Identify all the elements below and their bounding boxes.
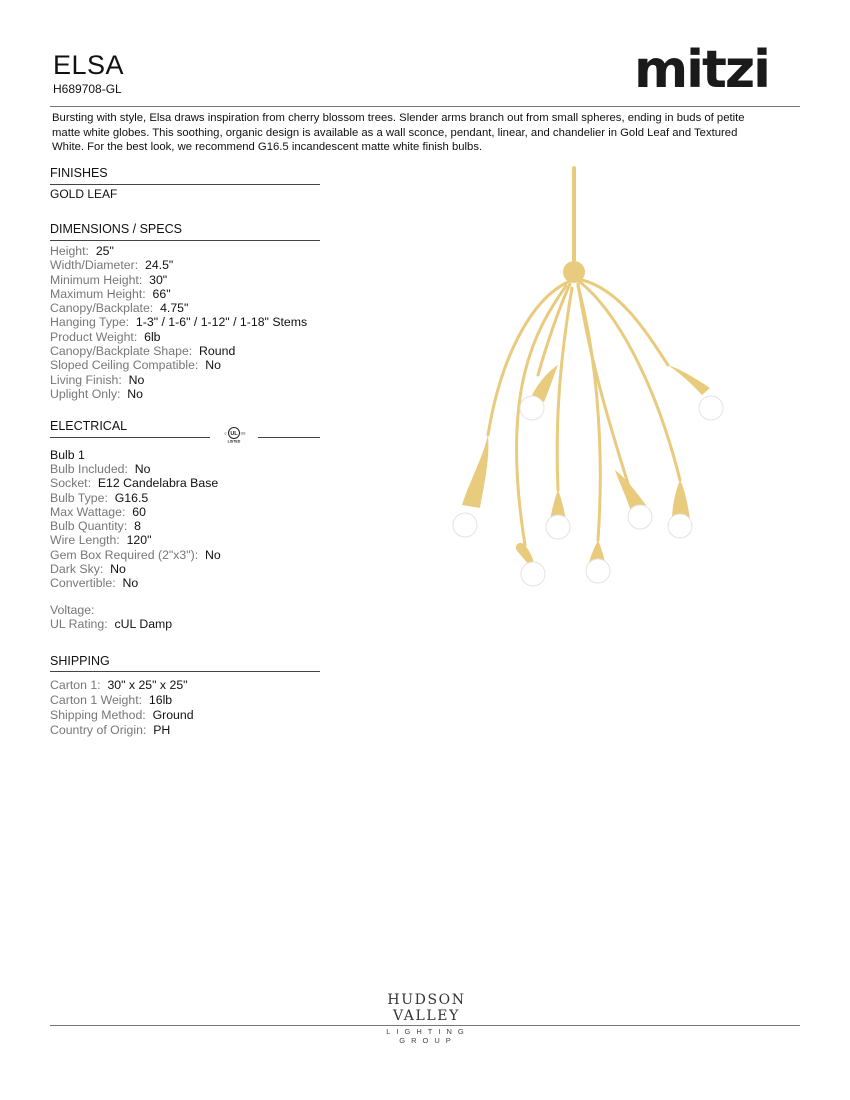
electrical-list [50,462,221,591]
svg-text:c: c [224,430,227,436]
product-image-chandelier [440,160,750,600]
spec-row [50,273,307,287]
finishes-heading: FINISHES [50,166,108,180]
footer-logo [354,992,499,1045]
spec-value: 24.5" [145,258,174,273]
spec-row [50,373,307,387]
spec-row [50,505,221,519]
spec-label: Hanging Type: [50,315,130,330]
spec-row [50,617,172,631]
spec-label: Minimum Height: [50,272,143,287]
spec-label: Bulb Type: [50,490,108,505]
spec-row [50,258,307,272]
spec-label: Voltage: [50,603,95,617]
spec-value: Round [199,344,236,359]
spec-label: Gem Box Required (2"x3"): [50,547,199,562]
spec-label: Socket: [50,476,92,491]
spec-value: 16lb [148,693,173,707]
dimensions-heading: DIMENSIONS / SPECS [50,222,182,236]
spec-value: 25" [95,244,114,258]
fixture-sphere [563,261,585,283]
spec-row [50,344,307,358]
brand-logo: mitzi [634,40,769,100]
description-line: Bursting with style, Elsa draws inspiration from cherry blossom trees. Slender arms branch out from small spheres, ending in buds of petite [52,112,745,124]
spec-label: Bulb Quantity: [50,519,128,534]
spec-row [50,678,194,693]
spec-row [50,287,307,301]
spec-value: cUL Damp [114,617,173,632]
spec-row [50,519,221,533]
spec-row [50,244,307,258]
description-line: matte white globes. This soothing, organic design is available as a wall sconce, pendant, linear, and chandelier in Gold Leaf and Textured [52,126,738,139]
shipping-rule [50,671,320,672]
spec-row [50,330,307,344]
spec-value: G16.5 [114,490,149,505]
electrical-rule-left [50,437,210,438]
spec-row [50,723,194,738]
spec-row [50,301,307,315]
fixture-buds [462,365,710,572]
spec-value: PH [153,723,171,737]
dimensions-list [50,244,307,401]
svg-text:US: US [240,431,246,436]
spec-row [50,476,221,490]
product-title: ELSA [53,50,125,80]
bulb-heading: Bulb 1 [50,448,85,462]
spec-value: No [205,358,221,373]
spec-label: Uplight Only: [50,386,121,401]
spec-value: 30" [149,272,168,287]
spec-label: Living Finish: [50,372,122,387]
spec-label: Bulb Included: [50,462,128,476]
spec-value: 120" [126,533,152,548]
spec-label: Carton 1 Weight: [50,693,143,707]
spec-row [50,533,221,547]
spec-value: No [122,576,139,591]
product-description [52,111,800,155]
ul-listed-icon [221,426,247,444]
footer-logo-line2: LIGHTING GROUP [386,1027,470,1045]
product-sku: H689708-GL [53,82,122,96]
spec-row [50,387,307,401]
spec-row [50,491,221,505]
spec-label: Sloped Ceiling Compatible: [50,358,199,373]
spec-label: Canopy/Backplate Shape: [50,344,193,359]
fixture-arms [488,168,680,545]
spec-label: Carton 1: [50,678,101,692]
spec-row [50,562,221,576]
spec-value: 1-3" / 1-6" / 1-12" / 1-18" Stems [135,315,308,330]
spec-value: 66" [152,286,171,301]
header-divider [50,106,800,107]
spec-label: UL Rating: [50,617,108,632]
finish-value: GOLD LEAF [50,187,118,201]
spec-row [50,708,194,723]
spec-label: Height: [50,244,89,258]
spec-label: Wire Length: [50,533,120,548]
ul-logo-text: LISTED [227,439,241,444]
spec-label: Dark Sky: [50,562,104,577]
electrical-heading: ELECTRICAL [50,419,128,433]
spec-row [50,548,221,562]
electrical-rule-right [258,437,320,438]
dimensions-rule [50,240,320,241]
spec-value: 4.75" [160,301,189,316]
spec-label: Product Weight: [50,329,138,344]
footer-divider [50,1025,800,1026]
spec-label: Convertible: [50,576,116,591]
spec-label: Maximum Height: [50,286,146,301]
spec-label: Country of Origin: [50,723,147,737]
spec-value: No [134,462,151,476]
shipping-list [50,678,194,738]
spec-label: Width/Diameter: [50,258,139,273]
svg-text:UL: UL [230,431,238,438]
spec-value: 8 [134,519,141,534]
spec-value: 30" x 25" x 25" [107,678,188,692]
spec-row [50,693,194,708]
spec-value: Ground [152,708,194,722]
finishes-rule [50,184,320,185]
spec-value: No [110,562,126,577]
electrical-list-2 [50,603,172,632]
description-line: White. For the best look, we recommend G16.5 incandescent matte white finish bulbs. [52,141,483,153]
spec-row [50,315,307,329]
spec-row [50,462,221,476]
spec-value: No [127,386,143,401]
shipping-heading: SHIPPING [50,654,110,668]
spec-row [50,576,221,590]
spec-value: No [128,372,145,387]
spec-value: 60 [132,504,146,519]
spec-label: Canopy/Backplate: [50,301,154,316]
spec-value: E12 Candelabra Base [97,476,219,491]
spec-label: Shipping Method: [50,708,146,722]
footer-logo-line1: HUDSON VALLEY [387,992,466,1024]
spec-value: No [205,547,221,562]
spec-value: 6lb [144,329,161,344]
spec-label: Max Wattage: [50,504,126,519]
spec-row [50,603,172,617]
spec-row [50,358,307,372]
